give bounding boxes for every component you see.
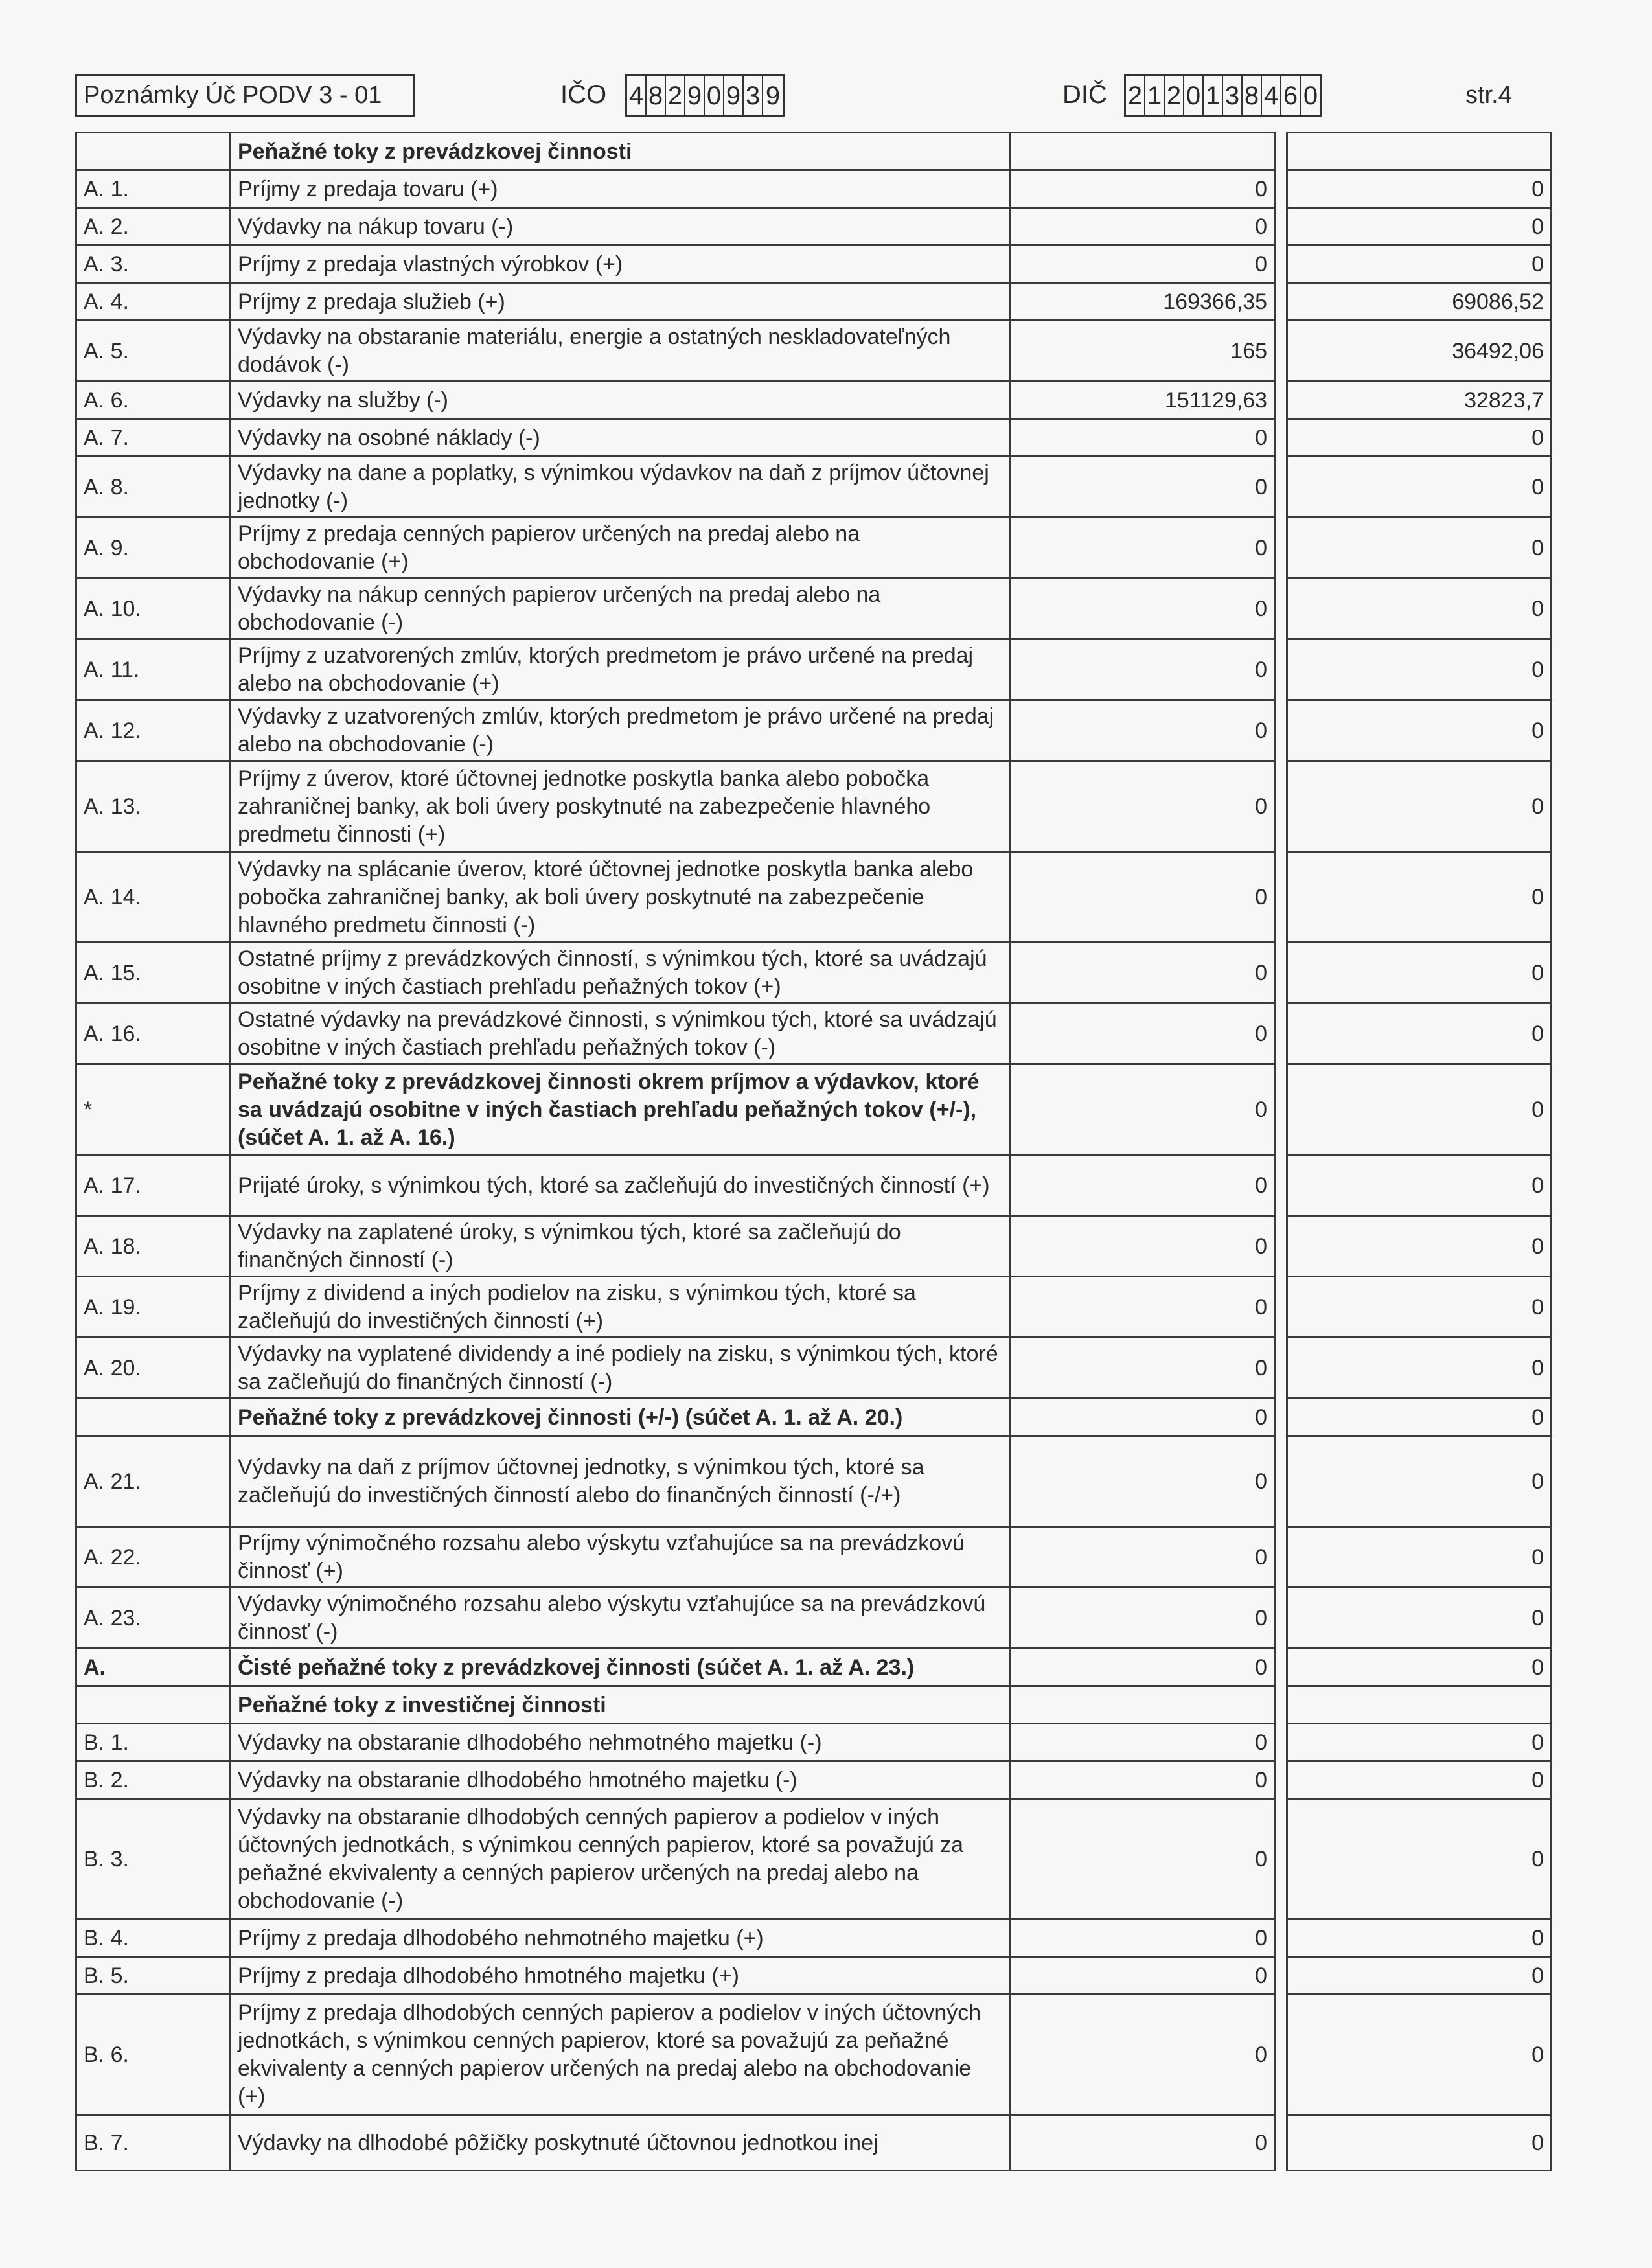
value-current: 0 (1011, 1338, 1275, 1399)
column-gap (1275, 283, 1287, 321)
value-current: 0 (1011, 170, 1275, 208)
column-gap (1275, 419, 1287, 457)
row-code: A. 5. (76, 321, 231, 382)
value-previous: 0 (1287, 1436, 1552, 1527)
row-description: Výdavky na obstaranie dlhodobého nehmotného majetku (-) (231, 1724, 1011, 1761)
row-code: A. 8. (76, 457, 231, 518)
value-current: 0 (1011, 852, 1275, 943)
row-description: Príjmy z predaja tovaru (+) (231, 170, 1011, 208)
table-row (76, 1399, 1552, 1436)
value-previous: 0 (1287, 943, 1552, 1003)
row-description: Peňažné toky z investičnej činnosti (231, 1686, 1011, 1724)
row-code: A. 11. (76, 639, 231, 700)
row-description: Výdavky na nákup tovaru (-) (231, 208, 1011, 246)
digit-box: 6 (1281, 76, 1301, 115)
table-row (76, 170, 1552, 208)
value-previous: 0 (1287, 852, 1552, 943)
row-description: Peňažné toky z prevádzkovej činnosti (+/-) (súčet A. 1. až A. 20.) (231, 1399, 1011, 1436)
table-row (76, 419, 1552, 457)
table-row (76, 1649, 1552, 1686)
table-row (76, 518, 1552, 578)
value-current: 0 (1011, 518, 1275, 578)
digit-box: 3 (744, 76, 763, 115)
value-current: 0 (1011, 1588, 1275, 1649)
value-current: 0 (1011, 700, 1275, 761)
value-previous: 0 (1287, 1588, 1552, 1649)
digit-box: 0 (1184, 76, 1204, 115)
row-code: A. 7. (76, 419, 231, 457)
row-description: Príjmy z predaja vlastných výrobkov (+) (231, 246, 1011, 283)
row-description: Výdavky na služby (-) (231, 382, 1011, 419)
table-row (76, 2115, 1552, 2171)
value-current: 0 (1011, 1649, 1275, 1686)
row-code: A. 13. (76, 761, 231, 852)
column-gap (1275, 639, 1287, 700)
table-row (76, 1003, 1552, 1064)
value-current: 0 (1011, 1761, 1275, 1799)
value-previous: 0 (1287, 1919, 1552, 1957)
value-current: 169366,35 (1011, 283, 1275, 321)
table-row (76, 133, 1552, 170)
row-code: B. 3. (76, 1799, 231, 1919)
row-description: Peňažné toky z prevádzkovej činnosti okrem príjmov a výdavkov, ktoré sa uvádzajú osobitne v iných častiach prehľadu peňažných tokov (+/-), (súčet A. 1. až A. 16.) (231, 1064, 1011, 1155)
row-code: A. 23. (76, 1588, 231, 1649)
value-current: 0 (1011, 943, 1275, 1003)
value-current: 0 (1011, 1216, 1275, 1277)
row-description: Príjmy z predaja dlhodobých cenných papierov a podielov v iných účtovných jednotkách, s výnimkou cenných papierov, ktoré sa považujú za peňažné ekvivalenty a cenných papierov určených na predaj alebo na obchodovanie (+) (231, 1995, 1011, 2115)
row-description: Príjmy z predaja dlhodobého nehmotného majetku (+) (231, 1919, 1011, 1957)
row-code: B. 5. (76, 1957, 231, 1995)
row-code: A. 3. (76, 246, 231, 283)
table-row (76, 1216, 1552, 1277)
row-description: Príjmy z dividend a iných podielov na zisku, s výnimkou tých, ktoré sa začleňujú do investičných činností (+) (231, 1277, 1011, 1338)
value-previous: 0 (1287, 1761, 1552, 1799)
value-previous: 0 (1287, 246, 1552, 283)
digit-box: 0 (1303, 82, 1318, 110)
row-code: B. 7. (76, 2115, 231, 2171)
digit-box: 2 (1126, 76, 1145, 115)
column-gap (1275, 1277, 1287, 1338)
row-code: A. 21. (76, 1436, 231, 1527)
value-current: 0 (1011, 1724, 1275, 1761)
column-gap (1275, 1527, 1287, 1588)
value-previous: 0 (1287, 208, 1552, 246)
value-current: 165 (1011, 321, 1275, 382)
table-row (76, 321, 1552, 382)
row-description: Výdavky na dane a poplatky, s výnimkou výdavkov na daň z príjmov účtovnej jednotky (-) (231, 457, 1011, 518)
column-gap (1275, 578, 1287, 639)
row-description: Výdavky na obstaranie dlhodobého hmotného majetku (-) (231, 1761, 1011, 1799)
table-row (76, 761, 1552, 852)
value-previous: 0 (1287, 518, 1552, 578)
table-row (76, 457, 1552, 518)
value-current: 0 (1011, 639, 1275, 700)
value-previous: 0 (1287, 1155, 1552, 1216)
value-current: 0 (1011, 761, 1275, 852)
digit-box: 2 (666, 76, 685, 115)
value-previous: 0 (1287, 170, 1552, 208)
value-previous: 0 (1287, 1724, 1552, 1761)
table-row (76, 1064, 1552, 1155)
column-gap (1275, 2115, 1287, 2171)
column-gap (1275, 1995, 1287, 2115)
row-code: A. 10. (76, 578, 231, 639)
table-row (76, 943, 1552, 1003)
column-gap (1275, 321, 1287, 382)
value-current: 0 (1011, 1436, 1275, 1527)
digit-box: 9 (724, 76, 744, 115)
value-current: 151129,63 (1011, 382, 1275, 419)
row-code: A. 17. (76, 1155, 231, 1216)
row-description: Výdavky na dlhodobé pôžičky poskytnuté účtovnou jednotkou inej (231, 2115, 1011, 2171)
digit-box: 4 (1262, 76, 1281, 115)
page-number: str.4 (1465, 82, 1512, 109)
table-row (76, 1436, 1552, 1527)
value-current: 0 (1011, 1799, 1275, 1919)
table-row (76, 700, 1552, 761)
value-current: 0 (1011, 2115, 1275, 2171)
row-code: A. 14. (76, 852, 231, 943)
column-gap (1275, 943, 1287, 1003)
value-current: 0 (1011, 1919, 1275, 1957)
value-previous: 36492,06 (1287, 321, 1552, 382)
value-previous: 0 (1287, 1527, 1552, 1588)
value-previous: 0 (1287, 1957, 1552, 1995)
row-description: Príjmy z úverov, ktoré účtovnej jednotke poskytla banka alebo pobočka zahraničnej banky, ak boli úvery poskytnuté na zabezpečenie hlavného predmetu činnosti (+) (231, 761, 1011, 852)
column-gap (1275, 1155, 1287, 1216)
column-gap (1275, 1003, 1287, 1064)
column-gap (1275, 1724, 1287, 1761)
digit-box: 1 (1145, 76, 1165, 115)
column-gap (1275, 208, 1287, 246)
value-previous: 0 (1287, 1277, 1552, 1338)
value-current: 0 (1011, 1155, 1275, 1216)
row-code (76, 1686, 231, 1724)
table-row (76, 1338, 1552, 1399)
value-previous (1287, 133, 1552, 170)
table-row (76, 1761, 1552, 1799)
table-row (76, 1724, 1552, 1761)
value-current: 0 (1011, 1957, 1275, 1995)
column-gap (1275, 246, 1287, 283)
value-current: 0 (1011, 1277, 1275, 1338)
row-code: B. 4. (76, 1919, 231, 1957)
value-previous: 0 (1287, 2115, 1552, 2171)
row-code (76, 1399, 231, 1436)
row-description: Výdavky na vyplatené dividendy a iné podiely na zisku, s výnimkou tých, ktoré sa začleňujú do finančných činností (-) (231, 1338, 1011, 1399)
row-code: A. 19. (76, 1277, 231, 1338)
value-previous: 0 (1287, 457, 1552, 518)
digit-box: 9 (685, 76, 705, 115)
column-gap (1275, 1588, 1287, 1649)
table-row (76, 246, 1552, 283)
value-current: 0 (1011, 1995, 1275, 2115)
value-previous: 69086,52 (1287, 283, 1552, 321)
column-gap (1275, 1649, 1287, 1686)
row-description: Príjmy z predaja služieb (+) (231, 283, 1011, 321)
row-description: Výdavky na osobné náklady (-) (231, 419, 1011, 457)
value-previous: 0 (1287, 1399, 1552, 1436)
row-description: Ostatné príjmy z prevádzkových činností, s výnimkou tých, ktoré sa uvádzajú osobitne v iných častiach prehľadu peňažných tokov (+) (231, 943, 1011, 1003)
row-code: A. 15. (76, 943, 231, 1003)
dic-label: DIČ (1062, 80, 1107, 109)
row-description: Peňažné toky z prevádzkovej činnosti (231, 133, 1011, 170)
row-description: Výdavky na daň z príjmov účtovnej jednotky, s výnimkou tých, ktoré sa začleňujú do investičných činností alebo do finančných činností (-/+) (231, 1436, 1011, 1527)
value-previous: 0 (1287, 1995, 1552, 2115)
column-gap (1275, 518, 1287, 578)
row-description: Výdavky na nákup cenných papierov určených na predaj alebo na obchodovanie (-) (231, 578, 1011, 639)
column-gap (1275, 1761, 1287, 1799)
row-code: A. 6. (76, 382, 231, 419)
table-row (76, 1799, 1552, 1919)
column-gap (1275, 1686, 1287, 1724)
row-code: * (76, 1064, 231, 1155)
row-description: Výdavky na zaplatené úroky, s výnimkou tých, ktoré sa začleňujú do finančných činností (-) (231, 1216, 1011, 1277)
digit-box: 9 (765, 82, 781, 110)
row-description: Čisté peňažné toky z prevádzkovej činnosti (súčet A. 1. až A. 23.) (231, 1649, 1011, 1686)
table-row (76, 578, 1552, 639)
value-current: 0 (1011, 457, 1275, 518)
row-code: B. 2. (76, 1761, 231, 1799)
value-current: 0 (1011, 1399, 1275, 1436)
value-current (1011, 133, 1275, 170)
digit-box: 3 (1223, 76, 1243, 115)
row-code: A. (76, 1649, 231, 1686)
table-row (76, 1919, 1552, 1957)
table-row (76, 1995, 1552, 2115)
row-code: A. 16. (76, 1003, 231, 1064)
column-gap (1275, 1799, 1287, 1919)
column-gap (1275, 133, 1287, 170)
value-previous: 0 (1287, 1649, 1552, 1686)
column-gap (1275, 1399, 1287, 1436)
row-code: A. 4. (76, 283, 231, 321)
value-previous: 0 (1287, 1003, 1552, 1064)
row-code: A. 2. (76, 208, 231, 246)
column-gap (1275, 457, 1287, 518)
row-description: Výdavky na obstaranie materiálu, energie a ostatných neskladovateľných dodávok (-) (231, 321, 1011, 382)
row-description: Výdavky z uzatvorených zmlúv, ktorých predmetom je právo určené na predaj alebo na obchodovanie (-) (231, 700, 1011, 761)
row-description: Výdavky na splácanie úverov, ktoré účtovnej jednotke poskytla banka alebo pobočka zahraničnej banky, ak boli úvery poskytnuté na zabezpečenie hlavného predmetu činnosti (-) (231, 852, 1011, 943)
table-row (76, 1155, 1552, 1216)
row-code: A. 9. (76, 518, 231, 578)
row-description: Príjmy z uzatvorených zmlúv, ktorých predmetom je právo určené na predaj alebo na obchodovanie (+) (231, 639, 1011, 700)
table-row (76, 283, 1552, 321)
table-row (76, 639, 1552, 700)
row-code: A. 22. (76, 1527, 231, 1588)
value-previous: 0 (1287, 1338, 1552, 1399)
value-previous: 0 (1287, 761, 1552, 852)
value-previous: 0 (1287, 700, 1552, 761)
row-description: Ostatné výdavky na prevádzkové činnosti, s výnimkou tých, ktoré sa uvádzajú osobitne v iných častiach prehľadu peňažných tokov (-) (231, 1003, 1011, 1064)
column-gap (1275, 170, 1287, 208)
row-description: Výdavky výnimočného rozsahu alebo výskytu vzťahujúce sa na prevádzkovú činnosť (-) (231, 1588, 1011, 1649)
dic-digits (1124, 74, 1322, 117)
column-gap (1275, 761, 1287, 852)
digit-box: 0 (705, 76, 724, 115)
column-gap (1275, 382, 1287, 419)
value-current: 0 (1011, 1064, 1275, 1155)
value-previous: 0 (1287, 1799, 1552, 1919)
form-label: Poznámky Úč PODV 3 - 01 (75, 74, 415, 117)
row-code: A. 20. (76, 1338, 231, 1399)
row-code: B. 1. (76, 1724, 231, 1761)
digit-box: 8 (1243, 76, 1262, 115)
value-previous: 0 (1287, 639, 1552, 700)
row-description: Príjmy z predaja dlhodobého hmotného majetku (+) (231, 1957, 1011, 1995)
row-description: Výdavky na obstaranie dlhodobých cenných papierov a podielov v iných účtovných jednotkách, s výnimkou cenných papierov, ktoré sa považujú za peňažné ekvivalenty a cenných papierov určených na predaj alebo na obchodovanie (-) (231, 1799, 1011, 1919)
table-row (76, 1686, 1552, 1724)
column-gap (1275, 1919, 1287, 1957)
row-code: A. 1. (76, 170, 231, 208)
digit-box: 4 (627, 76, 647, 115)
value-previous: 0 (1287, 1216, 1552, 1277)
row-code: A. 12. (76, 700, 231, 761)
value-current: 0 (1011, 419, 1275, 457)
row-description: Príjmy z predaja cenných papierov určených na predaj alebo na obchodovanie (+) (231, 518, 1011, 578)
table-row (76, 1957, 1552, 1995)
row-description: Prijaté úroky, s výnimkou tých, ktoré sa začleňujú do investičných činností (+) (231, 1155, 1011, 1216)
digit-box: 2 (1165, 76, 1184, 115)
table-row (76, 1277, 1552, 1338)
ico-label: IČO (560, 80, 607, 109)
digit-box: 1 (1204, 76, 1223, 115)
digit-box: 8 (647, 76, 666, 115)
table-row (76, 208, 1552, 246)
table-row (76, 852, 1552, 943)
value-previous: 0 (1287, 1064, 1552, 1155)
table-row (76, 1527, 1552, 1588)
row-code (76, 133, 231, 170)
value-current: 0 (1011, 1527, 1275, 1588)
value-previous (1287, 1686, 1552, 1724)
column-gap (1275, 1338, 1287, 1399)
value-current: 0 (1011, 578, 1275, 639)
column-gap (1275, 852, 1287, 943)
table-row (76, 382, 1552, 419)
value-previous: 0 (1287, 578, 1552, 639)
row-code: B. 6. (76, 1995, 231, 2115)
row-description: Príjmy výnimočného rozsahu alebo výskytu vzťahujúce sa na prevádzkovú činnosť (+) (231, 1527, 1011, 1588)
column-gap (1275, 1436, 1287, 1527)
value-current: 0 (1011, 246, 1275, 283)
value-current: 0 (1011, 208, 1275, 246)
row-code: A. 18. (76, 1216, 231, 1277)
value-previous: 32823,7 (1287, 382, 1552, 419)
value-current (1011, 1686, 1275, 1724)
column-gap (1275, 700, 1287, 761)
table-row (76, 1588, 1552, 1649)
value-current: 0 (1011, 1003, 1275, 1064)
value-previous: 0 (1287, 419, 1552, 457)
cash-flow-table (75, 132, 1552, 2171)
column-gap (1275, 1216, 1287, 1277)
ico-digits (625, 74, 785, 117)
column-gap (1275, 1064, 1287, 1155)
column-gap (1275, 1957, 1287, 1995)
